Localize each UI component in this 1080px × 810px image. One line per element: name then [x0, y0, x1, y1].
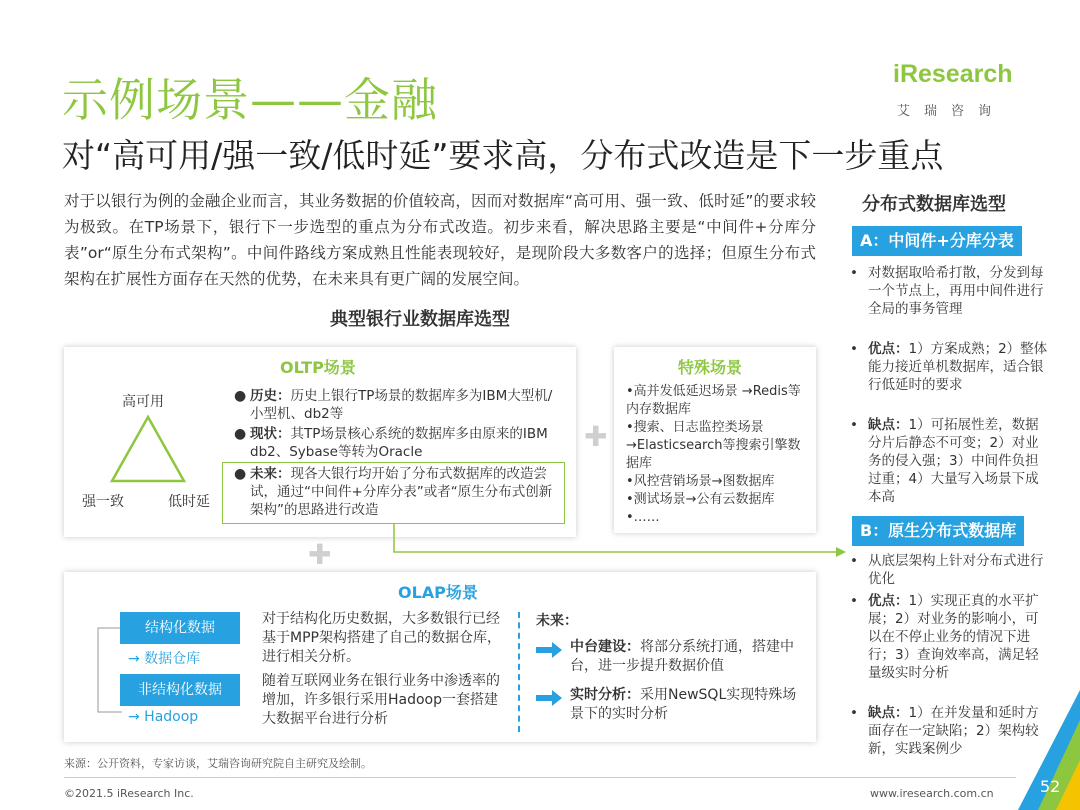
page-title: 示例场景——金融 [62, 73, 438, 127]
option-b-item: • 从底层架构上针对分布式进行优化 [850, 553, 1044, 587]
olap-future-item: 中台建设：将部分系统打通，搭建中台，进一步提升数据价值 [570, 639, 794, 674]
logo-text: iResearch [893, 60, 1013, 88]
intro-paragraph: 对于以银行为例的金融企业而言，其业务数据的价值较高，因而对数据库“高可用、强一致、低时延”的要求较为极致。在TP场景下，银行下一步选型的重点为分布式改造。初步来看，解决思路主要是“中间件+分库分表”or“原生分布式架构”。中间件路线方案成熟且性能表现较好，是现阶段大多数客户的选择；但原生分布式架构在扩展性方面存在天然的优势，在未来具有更广阔的发展空间。 [64, 192, 816, 288]
right-panel-title: 分布式数据库选型 [862, 194, 1006, 215]
oltp-box [64, 347, 576, 537]
oltp-bullet-future: ● 未来：现各大银行均开始了分布式数据库的改造尝试，通过“中间件+分库分表”或者“原生分布式创新架构”的思路进行改造 [234, 466, 553, 518]
page-number: 52 [1040, 777, 1061, 796]
olap-box [64, 572, 816, 742]
olap-future-item: 实时分析：采用NewSQL实现特殊场景下的实时分析 [570, 687, 797, 722]
option-b-badge: B：原生分布式数据库 [852, 516, 1024, 546]
option-b-item: • 缺点：1）在并发量和延时方面存在一定缺陷；2）架构较新，实践案例少 [850, 705, 1039, 757]
connector-arrow [390, 522, 850, 558]
unstructured-data-label: 非结构化数据 [120, 674, 240, 706]
option-a-item: • 对数据取哈希打散，分发到每一个节点上，再用中间件进行全局的事务管理 [850, 265, 1044, 317]
option-a-item: • 优点：1）方案成熟；2）整体能力接近单机数据库，适合银行低延时的要求 [850, 341, 1048, 393]
olap-unstructured-text: 随着互联网业务在银行业务中渗透率的增加，许多银行采用Hadoop一套搭建大数据平台进行分析 [262, 673, 500, 727]
source-note: 来源：公开资料，专家访谈，艾瑞咨询研究院自主研究及绘制。 [64, 757, 372, 770]
olap-structured-text: 对于结构化历史数据，大多数银行已经基于MPP架构搭建了自己的数据仓库，进行相关分析。 [262, 611, 501, 665]
logo-cn-text: 艾瑞咨询 [897, 104, 1006, 119]
website-link[interactable]: www.iresearch.com.cn [870, 787, 994, 800]
list-item: •…… [626, 510, 660, 525]
triangle-left-label: 强一致 [82, 494, 124, 510]
arrow-right-icon [536, 642, 562, 658]
special-title: 特殊场景 [678, 358, 743, 377]
option-b-item: • 优点：1）实现正真的水平扩展；2）对业务的影响小，可以在不停止业务的情况下进行；3）查询效率高，满足轻量级实时分析 [850, 593, 1039, 681]
page-subtitle: 对“高可用/强一致/低时延”要求高，分布式改造是下一步重点 [62, 136, 944, 175]
triangle-top-label: 高可用 [122, 394, 164, 410]
structured-target: → 数据仓库 [128, 651, 201, 667]
triangle-icon [108, 413, 188, 485]
unstructured-target: → Hadoop [128, 709, 199, 725]
plus-icon: ✚ [308, 538, 332, 571]
triangle-right-label: 低时延 [168, 494, 210, 510]
oltp-title: OLTP场景 [280, 358, 356, 377]
arrow-right-icon [536, 690, 562, 706]
oltp-bullet-history: ● 历史：历史上银行TP场景的数据库多为IBM大型机/小型机、db2等 [234, 388, 553, 422]
olap-divider [518, 612, 520, 732]
special-box [614, 347, 816, 533]
option-a-badge: A：中间件+分库分表 [852, 226, 1022, 256]
iresearch-logo [893, 60, 1023, 124]
list-item: •测试场景→公有云数据库 [626, 492, 775, 507]
diagram-title: 典型银行业数据库选型 [330, 309, 510, 330]
list-item: •高并发低延迟场景 →Redis等内存数据库 [626, 384, 801, 417]
list-item: •搜索、日志监控类场景 →Elasticsearch等搜索引擎数据库 [626, 420, 801, 471]
olap-future-label: 未来： [536, 613, 578, 629]
plus-icon: ✚ [584, 420, 608, 453]
list-item: •风控营销场景→图数据库 [626, 474, 775, 489]
copyright: ©2021.5 iResearch Inc. [64, 787, 194, 800]
oltp-bullet-current: ● 现状：其TP场景核心系统的数据库多由原来的IBM db2、Sybase等转为Oracle [234, 426, 548, 460]
footer-divider [64, 777, 1016, 778]
structured-data-label: 结构化数据 [120, 612, 240, 644]
olap-title: OLAP场景 [398, 583, 478, 602]
option-a-item: • 缺点：1）可拓展性差，数据分片后静态不可变；2）对业务的侵入强；3）中间件负担过重；4）大量写入场景下成本高 [850, 417, 1039, 505]
special-list [626, 383, 812, 527]
